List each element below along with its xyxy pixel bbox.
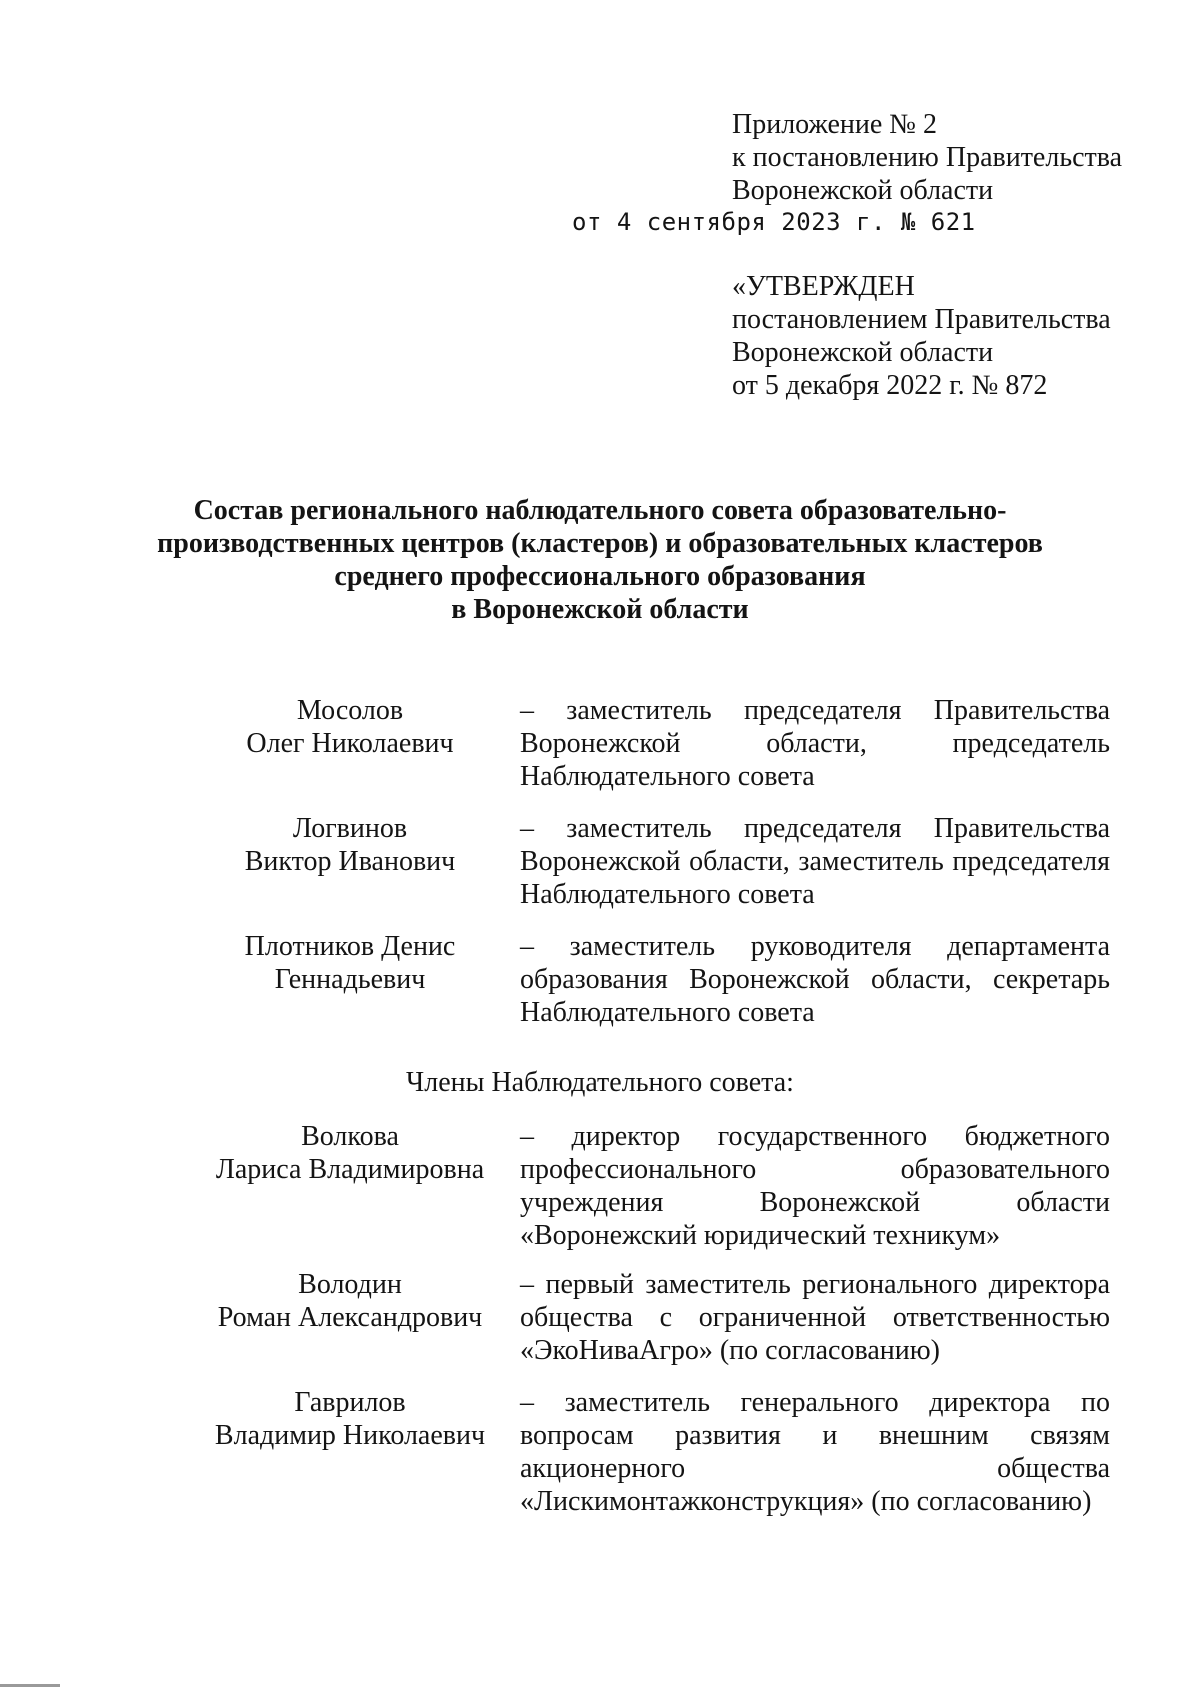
member-name xyxy=(200,930,500,996)
member-name xyxy=(200,812,500,878)
member-surname: Плотников Денис xyxy=(244,931,456,962)
member-given-names: Владимир Николаевич xyxy=(214,1420,486,1451)
member-role: – заместитель председателя Правительства Воронежской области, заместитель председателя Наблюдательного совета xyxy=(520,813,1110,910)
appendix-line: Приложение № 2 xyxy=(732,109,937,140)
member-role: – директор государственного бюджетного профессионального образовательного учреждения Воронежской области «Воронежский юридический техникум» xyxy=(520,1121,1110,1251)
member-given-names: Геннадьевич xyxy=(274,964,426,995)
member-surname: Мосолов xyxy=(296,695,404,726)
appendix-line: Воронежской области xyxy=(732,175,994,206)
member-role: – заместитель руководителя департамента образования Воронежской области, секретарь Наблюдательного совета xyxy=(520,931,1110,1028)
approved-line: Воронежской области xyxy=(732,337,994,368)
member-surname: Волкова xyxy=(301,1121,399,1152)
approved-line: от 5 декабря 2022 г. № 872 xyxy=(732,370,1048,401)
member-surname: Логвинов xyxy=(292,813,408,844)
member-role: – заместитель председателя Правительства Воронежской области, председатель Наблюдательного совета xyxy=(520,695,1110,792)
scan-edge-mark xyxy=(0,1684,60,1687)
member-surname: Володин xyxy=(298,1269,402,1300)
member-name xyxy=(200,694,500,760)
member-role: – первый заместитель регионального директора общества с ограниченной ответственностью «ЭкоНиваАгро» (по согласованию) xyxy=(520,1269,1110,1366)
appendix-block xyxy=(732,108,1122,207)
approved-line: «УТВЕРЖДЕН xyxy=(732,271,915,302)
members-heading: Члены Наблюдательного совета: xyxy=(406,1067,794,1098)
member-given-names: Олег Николаевич xyxy=(246,728,454,759)
member-given-names: Виктор Иванович xyxy=(244,846,456,877)
member-name xyxy=(200,1120,500,1186)
title-line: в Воронежской области xyxy=(451,594,749,625)
member-surname: Гаврилов xyxy=(294,1387,406,1418)
member-given-names: Лариса Владимировна xyxy=(215,1154,485,1185)
title-line: среднего профессионального образования xyxy=(334,561,866,592)
document-title xyxy=(120,494,1080,626)
member-role: – заместитель генерального директора по вопросам развития и внешним связям акционерного общества «Лискимонтажконструкция» (по согласованию) xyxy=(520,1387,1110,1517)
approved-block xyxy=(732,270,1111,402)
member-name xyxy=(200,1268,500,1334)
approved-line: постановлением Правительства xyxy=(732,304,1111,335)
title-line: производственных центров (кластеров) и образовательных кластеров xyxy=(157,528,1043,559)
member-name xyxy=(200,1386,500,1452)
stamp-date: от 4 сентября 2023 г. № 621 xyxy=(572,208,976,236)
title-line: Состав регионального наблюдательного совета образовательно- xyxy=(193,495,1007,526)
appendix-line: к постановлению Правительства xyxy=(732,142,1123,173)
member-given-names: Роман Александрович xyxy=(217,1302,483,1333)
